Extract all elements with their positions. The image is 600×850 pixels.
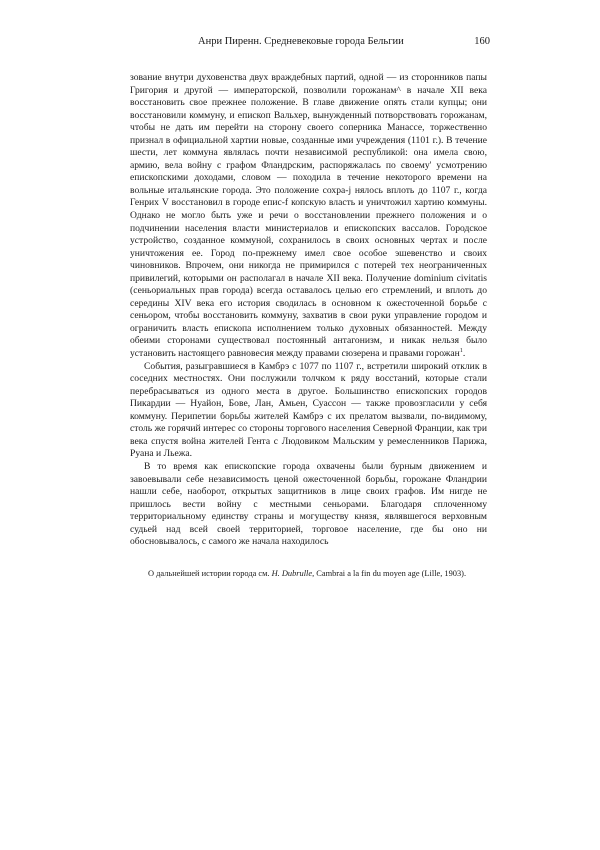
paragraph: В то время как епископские города охвачены были бурным движением и завоевывали себе независимость ценой ожесточенной борьбы, горожане Фландрии нашли себе, наоборот, открытых защитников в лице своих графов. Им нигде не пришлось вести войну с местными сеньорами. Благодаря сплоченному территориальному единству страны и могуществу князя, являвшегося верховным судьей над всей своей территорией, торговое население, где бы оно ни обосновывалось, с самого же начала находилось xyxy=(130,460,487,548)
footnote xyxy=(148,568,488,579)
running-header xyxy=(130,35,490,49)
footnote-citation: , Cambrai a la fin du moyen age (Lille, 1903). xyxy=(312,569,467,578)
footnote-author: H. Dubrulle xyxy=(271,569,313,578)
body-text xyxy=(130,72,487,549)
header-title: Анри Пиренн. Средневековые города Бельгии xyxy=(198,36,404,47)
footnote-marker[interactable]: 1 xyxy=(459,347,463,354)
paragraph-text: зование внутри духовенства двух враждебных партий, одной — из сторонников папы Григория и другой — императорской, позволили горожанам^ в начале XII века восстановить свое прежнее положение. В главе движение опять стали купцы; они восстановили коммуну, и епископ Вальхер, вынужденный потворствовать горожанам, чтобы не дать им перейти на сторону своего соперника Манассе, торжественно признал в официальной хартии новые, созданные ими учреждения (1101 г.). В течение шести, лет коммуна являлась почти независимой республикой: она имела свою, армию, вела войну с графом Фландрским, распоряжалась по своему' усмотрению епископскими доходами, словом — походила в течение некоторого времени на вольные итальянские города. Это положение сохра-j нялось вплоть до 1107 г., когда Генрих V восстановил в городе епис-f копскую власть и уничтожил хартию коммуны. Однако не могло быть уже и речи о восстановлении прежнего положения и о подчинении населения власти министериалов и епископских вассалов. Городское устройство, созданное коммуной, сохранилось в своих основных чертах и после уничтожения ее. Город по-прежнему имел свое особое эшевенство и своих чиновников. Впрочем, они никогда не примирился с потерей тех неограниченных привилегий, которыми он располагал в начале XII века. Получение dominium civitatis (сеньориальных прав города) всегда оставалось целью его стремлений, и вплоть до середины XIV века его история сводилась в основном к ожесточенной борьбе с сеньором, чтобы восстановить коммуну, захватив в свои руки управление городом и ограничить власть епископа исполнением только духовных обязанностей. Между обеими сторонами существовал постоянный антагонизм, и никак нельзя было установить настоящего равновесия между правами сюзерена и правами горожан xyxy=(130,72,487,360)
paragraph-end: . xyxy=(462,348,466,360)
footnote-prefix: О дальнейшей истории города см. xyxy=(148,569,272,578)
paragraph: События, разыгравшиеся в Камбрэ с 1077 по 1107 г., встретили широкий отклик в соседних местностях. Они послужили толчком к ряду восстаний, которые стали перебрасываться из одного места в другое. Большинство епископских городов Пикардии — Нуайон, Бове, Лан, Амьен, Суассон — также провозгласили у себя коммуну. Перипетии борьбы жителей Камбрэ с их прелатом вызвали, по-видимому, столь же горячий интерес со стороны торгового населения Северной Франции, как три века спустя война жителей Гента с Людовиком Мальским у ремесленников Парижа, Руана и Льежа. xyxy=(130,360,487,460)
paragraph xyxy=(130,72,487,361)
page-number: 160 xyxy=(474,36,490,47)
